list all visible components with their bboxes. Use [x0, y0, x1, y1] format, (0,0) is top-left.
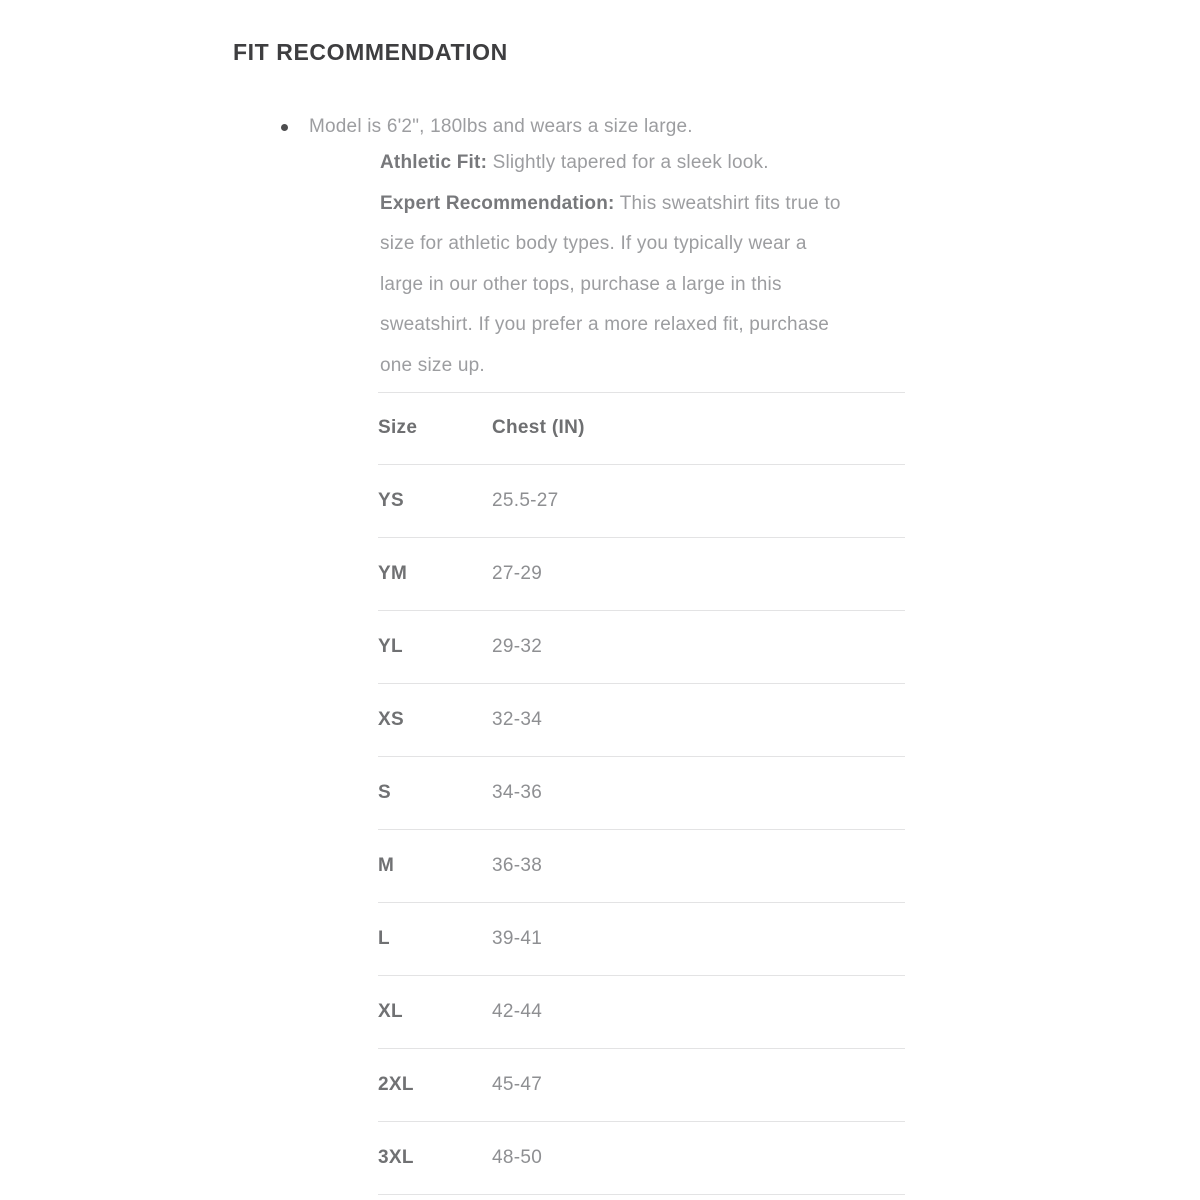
expert-recommendation-text: size for athletic body types. If you typically wear a [380, 233, 807, 255]
expert-recommendation-text: This sweatshirt fits true to [614, 192, 841, 214]
chest-cell: 36-38 [492, 829, 905, 902]
table-row [378, 829, 905, 902]
chest-cell: 32-34 [492, 683, 905, 756]
size-column-header: Size [378, 392, 492, 464]
athletic-fit-text: Slightly tapered for a sleek look. [487, 152, 769, 173]
size-chart-table [378, 392, 905, 1195]
chest-column-header: Chest (IN) [492, 392, 905, 464]
model-note-text: Model is 6'2", 180lbs and wears a size large. [309, 116, 693, 137]
table-row [378, 464, 905, 537]
table-row [378, 1121, 905, 1194]
table-row [378, 756, 905, 829]
fit-details [380, 143, 920, 387]
table-row [378, 683, 905, 756]
expert-recommendation-text: large in our other tops, purchase a large in this [380, 273, 782, 295]
chest-cell: 48-50 [492, 1121, 905, 1194]
chest-cell: 27-29 [492, 537, 905, 610]
expert-recommendation-text: sweatshirt. If you prefer a more relaxed fit, purchase [380, 314, 830, 336]
athletic-fit-line [380, 143, 920, 184]
chest-cell: 29-32 [492, 610, 905, 683]
table-row [378, 902, 905, 975]
size-cell: 3XL [378, 1121, 492, 1194]
bullet-icon [281, 124, 288, 131]
expert-recommendation-line [380, 184, 920, 225]
expert-recommendation-text: one size up. [380, 354, 485, 376]
table-row [378, 1048, 905, 1121]
chest-cell: 39-41 [492, 902, 905, 975]
size-cell: YL [378, 610, 492, 683]
chest-cell: 45-47 [492, 1048, 905, 1121]
size-cell: L [378, 902, 492, 975]
table-row [378, 610, 905, 683]
chest-cell: 34-36 [492, 756, 905, 829]
size-cell: 2XL [378, 1048, 492, 1121]
size-cell: XL [378, 975, 492, 1048]
size-cell: S [378, 756, 492, 829]
size-cell: YS [378, 464, 492, 537]
table-row [378, 537, 905, 610]
expert-recommendation-label: Expert Recommendation: [380, 192, 615, 214]
section-title: FIT RECOMMENDATION [233, 39, 508, 65]
size-chart-header-row [378, 392, 905, 464]
chest-cell: 25.5-27 [492, 464, 905, 537]
size-cell: M [378, 829, 492, 902]
chest-cell: 42-44 [492, 975, 905, 1048]
athletic-fit-label: Athletic Fit: [380, 152, 488, 173]
size-cell: XS [378, 683, 492, 756]
size-chart-body [378, 464, 905, 1194]
model-note-list-item [281, 115, 1200, 139]
size-cell: YM [378, 537, 492, 610]
table-row [378, 975, 905, 1048]
fit-recommendation-section [0, 39, 1200, 1200]
